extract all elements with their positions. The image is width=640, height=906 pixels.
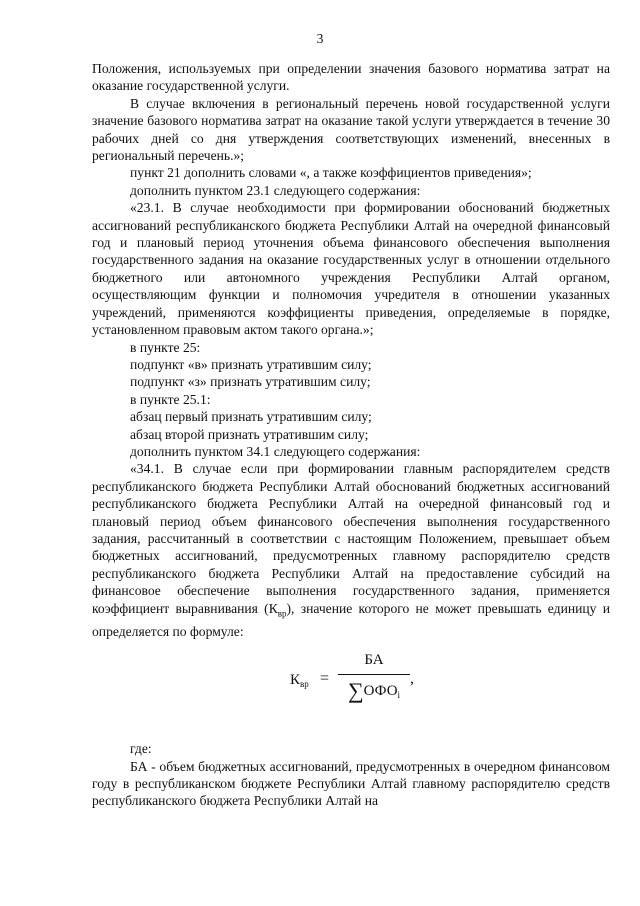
formula-comma: , bbox=[410, 670, 414, 688]
formula-denominator: $\sum ОФО_i$ bbox=[347, 678, 401, 704]
paragraph-add-23-1: дополнить пунктом 23.1 следующего содержания: bbox=[130, 182, 421, 198]
sigma-icon: ∑ bbox=[347, 678, 364, 704]
paragraph-add-34-1: дополнить пунктом 34.1 следующего содержания: bbox=[130, 443, 421, 459]
paragraph-item-25-1: в пункте 25.1: bbox=[130, 391, 211, 407]
page-number: 3 bbox=[316, 31, 324, 46]
paragraph-where: где: bbox=[130, 741, 152, 757]
paragraph-item-25: в пункте 25: bbox=[130, 339, 201, 355]
paragraph-item-21: пункт 21 дополнить словами «, а также коэффициентов приведения»; bbox=[130, 165, 532, 181]
document-body bbox=[92, 60, 610, 810]
paragraph-34-1-tail: ), значение которого не может превышать единицу и определяется по формуле: bbox=[92, 600, 610, 639]
paragraph-34-1 bbox=[92, 460, 610, 640]
paragraph-ba-definition: БА - объем бюджетных ассигнований, предусмотренных в очередном финансовом году в республиканском бюджете Республики Алтай главному распорядителю средств республиканского бюджета Республики Алтай на bbox=[92, 758, 610, 809]
formula-k-vr bbox=[92, 648, 610, 734]
paragraph-continuation: Положения, используемых при определении значения базового норматива затрат на оказание государственной услуги. bbox=[92, 61, 610, 94]
coefficient-subscript: вр bbox=[277, 608, 287, 619]
paragraph-abzac-1: абзац первый признать утратившим силу; bbox=[130, 409, 372, 425]
paragraph-new-service: В случае включения в региональный перечень новой государственной услуги значение базового норматива затрат на оказание такой услуги утверждается в течение 30 рабочих дней со дня утверждения соответствующих изменений, внесенных в региональный перечень.»; bbox=[92, 95, 610, 164]
formula-lhs: $К_{вр}$ bbox=[290, 672, 309, 690]
formula-equals: = bbox=[320, 670, 330, 688]
fraction-bar bbox=[338, 674, 410, 675]
formula-numerator: БА bbox=[364, 652, 384, 669]
formula-fraction bbox=[338, 652, 410, 704]
paragraph-abzac-2: абзац второй признать утратившим силу; bbox=[130, 426, 369, 442]
paragraph-subitem-v: подпункт «в» признать утратившим силу; bbox=[130, 356, 372, 372]
paragraph-34-1-text: «34.1. В случае если при формировании главным распорядителем средств республиканского бюджета Республики Алтай обоснований бюджетных ассигнований республиканского бюджета Республики Алтай на очередной финансовый год и плановый период объем финансового обеспечения выполнения государственного задания, рассчитанный в соответствии с настоящим Положением, превышает объем бюджетных ассигнований, предусмотренных главному распорядителю средств республиканского бюджета Республики Алтай на предоставление субсидий на финансовое обеспечение выполнения государственного задания, применяется коэффициент выравнивания (К bbox=[92, 461, 610, 616]
paragraph-subitem-z: подпункт «з» признать утратившим силу; bbox=[130, 374, 371, 390]
paragraph-23-1: «23.1. В случае необходимости при формировании обоснований бюджетных ассигнований республиканского бюджета Республики Алтай на очередной финансовый год и плановый период уточнения объема финансового обеспечения выполнения государственного задания на оказание государственных услуг в отношении отдельного бюджетного или автономного учреждения Республики Алтай органом, осуществляющим функции и полномочия учредителя в отношении указанных учреждений, применяются коэффициенты приведения, определяемые в порядке, установленном правовым актом такого органа.»; bbox=[92, 200, 610, 338]
